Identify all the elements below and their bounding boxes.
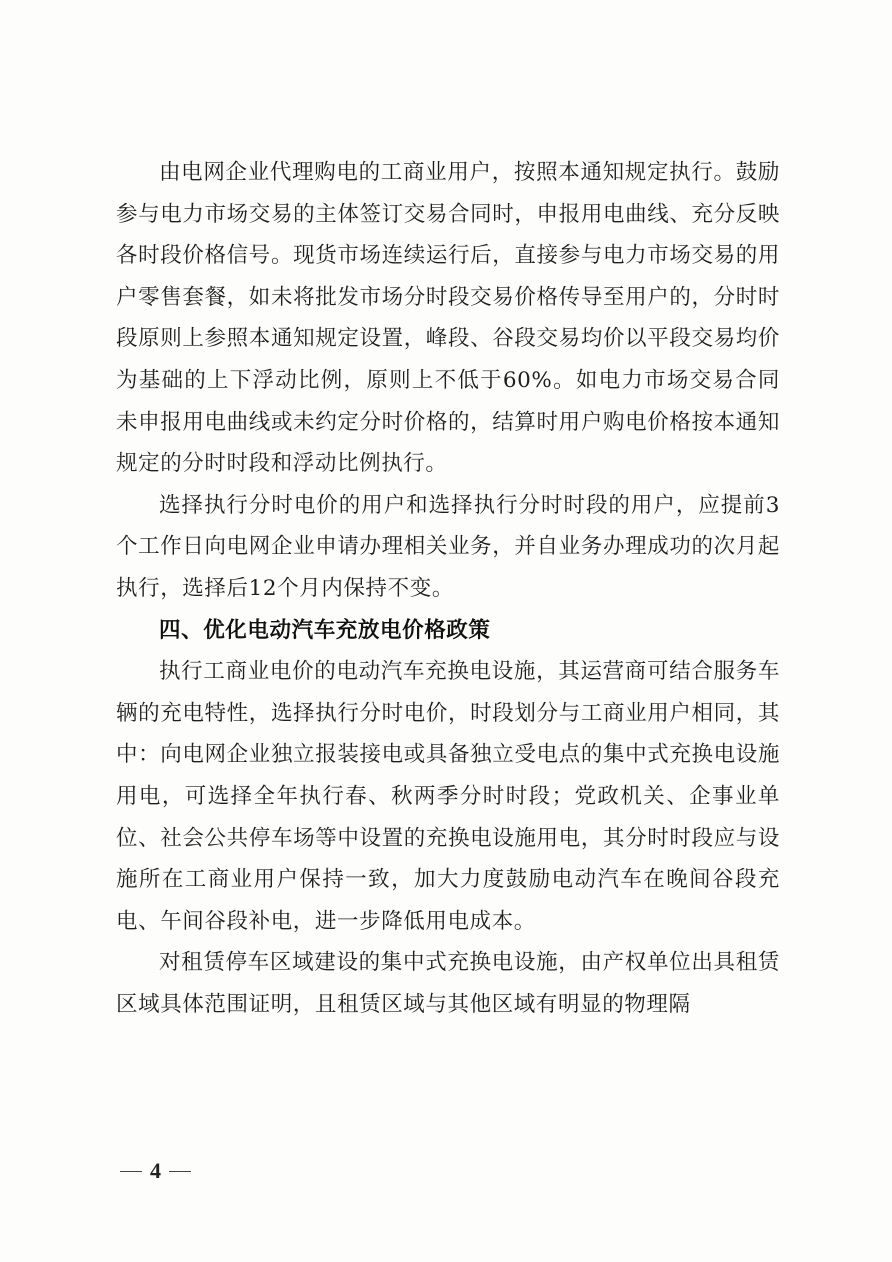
paragraph-agency-purchase: 由电网企业代理购电的工商业用户，按照本通知规定执行。鼓励参与电力市场交易的主体签订交易合同时，申报用电曲线、充分反映各时段价格信号。现货市场连续运行后，直接参与电力市场交易的用户零售套餐，如未将批发市场分时段交易价格传导至用户的，分时时段原则上参照本通知规定设置，峰段、谷段交易均价以平段交易均价为基础的上下浮动比例，原则上不低于60%。如电力市场交易合同未申报用电曲线或未约定分时价格的，结算时用户购电价格按本通知规定的分时时段和浮动比例执行。 xyxy=(116,160,780,477)
footer-dash-left xyxy=(120,1171,142,1172)
body-text xyxy=(116,152,780,1025)
footer-dash-right xyxy=(169,1171,191,1172)
paragraph-ev-facilities: 执行工商业电价的电动汽车充换电设施，其运营商可结合服务车辆的充电特性，选择执行分时电价，时段划分与工商业用户相同，其中：向电网企业独立报装接电或具备独立受电点的集中式充换电设施用电，可选择全年执行春、秋两季分时时段；党政机关、企事业单位、社会公共停车场等中设置的充换电设施用电，其分时时段应与设施所在工商业用户保持一致，加大力度鼓励电动汽车在晚间谷段充电、午间谷段补电，进一步降低用电成本。 xyxy=(116,659,780,934)
paragraph-leased-parking: 对租赁停车区域建设的集中式充换电设施，由产权单位出具租赁区域具体范围证明，且租赁区域与其他区域有明显的物理隔 xyxy=(116,950,780,1017)
paragraph-user-selection: 选择执行分时电价的用户和选择执行分时时段的用户，应提前3个工作日向电网企业申请办理相关业务，并自业务办理成功的次月起执行，选择后12个月内保持不变。 xyxy=(116,492,780,601)
page-footer xyxy=(120,1158,191,1184)
page-number: 4 xyxy=(150,1158,161,1183)
section-heading-ev-charging: 四、优化电动汽车充放电价格政策 xyxy=(159,617,491,643)
